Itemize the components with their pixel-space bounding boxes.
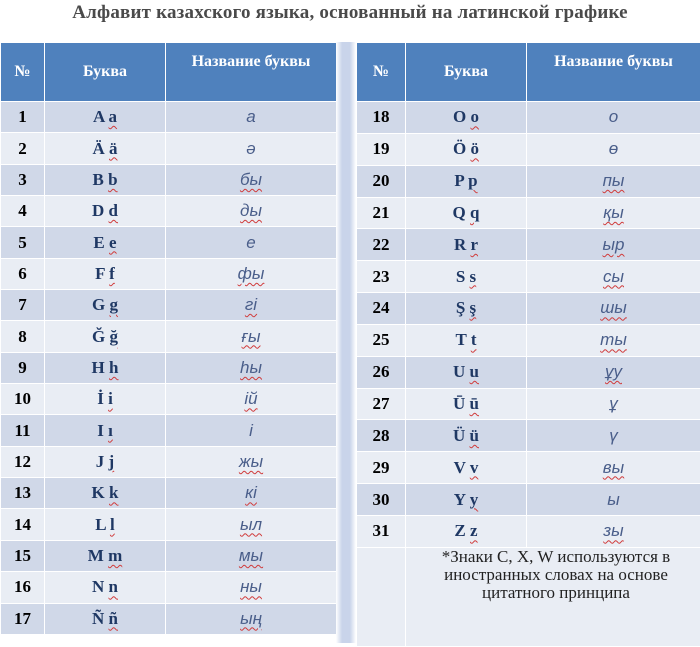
letter-cell (406, 484, 527, 516)
letter-name-cell (527, 261, 700, 293)
table-row (1, 415, 337, 446)
letter-name: а (246, 107, 255, 126)
letter-number: 9 (1, 352, 45, 383)
table-row (357, 229, 700, 261)
table-row (357, 484, 700, 516)
table-row (1, 540, 337, 571)
letter-name-cell (527, 133, 700, 165)
letter-cell (406, 293, 527, 325)
letter-name-cell (166, 603, 337, 634)
letter-name: ө (609, 139, 618, 158)
letter-number: 2 (1, 133, 45, 164)
letter-name-cell (166, 227, 337, 258)
letter-number: 23 (357, 261, 406, 293)
letter-name: е (246, 233, 255, 252)
lowercase-letter: ä (109, 139, 118, 158)
letter-name-cell (166, 321, 337, 352)
uppercase-letter: Ü (453, 426, 465, 445)
letter-name-cell (166, 102, 337, 133)
letter-number: 13 (1, 478, 45, 509)
letter-name-cell (166, 164, 337, 195)
uppercase-letter: R (454, 235, 466, 254)
page-title: Алфавит казахского языка, основанный на латинской графике (0, 0, 700, 38)
letter-cell (45, 321, 166, 352)
letter-number: 11 (1, 415, 45, 446)
letter-cell (45, 164, 166, 195)
uppercase-letter: D (92, 201, 104, 220)
letter-number: 5 (1, 227, 45, 258)
table-row (1, 603, 337, 634)
letter-name-cell (527, 293, 700, 325)
letter-name: ұ (609, 394, 618, 413)
letter-number: 12 (1, 446, 45, 477)
lowercase-letter: i (108, 389, 113, 408)
letter-cell (45, 352, 166, 383)
letter-number: 15 (1, 540, 45, 571)
lowercase-letter: s (470, 267, 477, 286)
table-row (357, 452, 700, 484)
letter-cell (406, 261, 527, 293)
letter-number: 19 (357, 133, 406, 165)
letter-number: 29 (357, 452, 406, 484)
letter-name: ғы (242, 327, 261, 346)
letter-name-cell (527, 165, 700, 197)
uppercase-letter: M (88, 546, 104, 565)
letter-name: сы (603, 267, 624, 286)
table-row (1, 258, 337, 289)
uppercase-letter: S (456, 267, 465, 286)
letter-name: һы (240, 358, 262, 377)
table-row (357, 102, 700, 134)
letter-number: 28 (357, 420, 406, 452)
uppercase-letter: B (92, 170, 103, 189)
uppercase-letter: Ū (453, 394, 465, 413)
uppercase-letter: Ä (92, 139, 104, 158)
lowercase-letter: d (109, 201, 118, 220)
letter-cell (45, 384, 166, 415)
table-row (1, 509, 337, 540)
letter-name-cell (166, 352, 337, 383)
lowercase-letter: e (109, 233, 117, 252)
table-row (357, 261, 700, 293)
letter-number: 30 (357, 484, 406, 516)
table-row (1, 164, 337, 195)
letter-cell (45, 227, 166, 258)
letter-number: 17 (1, 603, 45, 634)
uppercase-letter: F (95, 264, 105, 283)
letter-cell (406, 420, 527, 452)
table-row (357, 420, 700, 452)
table-row (357, 293, 700, 325)
table-row (357, 388, 700, 420)
right-table-body (357, 102, 700, 647)
letter-name-cell (166, 478, 337, 509)
letter-number: 1 (1, 102, 45, 133)
letter-name: бы (240, 170, 262, 189)
letter-cell (406, 165, 527, 197)
letter-name-cell (166, 258, 337, 289)
alphabet-table-left (0, 42, 337, 635)
uppercase-letter: P (454, 171, 463, 190)
letter-cell (45, 290, 166, 321)
lowercase-letter: p (468, 171, 477, 190)
letter-cell (45, 415, 166, 446)
letter-name: ыл (240, 515, 262, 534)
letter-number: 6 (1, 258, 45, 289)
table-row (1, 133, 337, 164)
letter-name-cell (527, 388, 700, 420)
letter-number: 24 (357, 293, 406, 325)
letter-cell (45, 572, 166, 603)
letter-cell (45, 133, 166, 164)
lowercase-letter: q (470, 203, 479, 222)
table-row (1, 478, 337, 509)
letter-name: і (249, 421, 253, 440)
lowercase-letter: r (470, 235, 478, 254)
letter-number: 3 (1, 164, 45, 195)
lowercase-letter: f (109, 264, 115, 283)
letter-number: 18 (357, 102, 406, 134)
letter-name-cell (166, 572, 337, 603)
lowercase-letter: h (109, 358, 118, 377)
lowercase-letter: o (470, 107, 479, 126)
lowercase-letter: ö (470, 139, 479, 158)
uppercase-letter: T (456, 330, 467, 349)
letter-name: ыр (603, 235, 625, 254)
letter-number: 26 (357, 356, 406, 388)
lowercase-letter: a (109, 107, 118, 126)
table-row (1, 446, 337, 477)
uppercase-letter: Q (453, 203, 466, 222)
letter-cell (45, 102, 166, 133)
alphabet-table-right (356, 42, 700, 647)
lowercase-letter: t (471, 330, 477, 349)
lowercase-letter: b (108, 170, 117, 189)
table-row (357, 165, 700, 197)
letter-cell (45, 446, 166, 477)
letter-name: мы (239, 546, 263, 565)
letter-number: 21 (357, 197, 406, 229)
letter-name: ың (240, 609, 262, 628)
lowercase-letter: g (109, 295, 118, 314)
letter-cell (406, 515, 527, 547)
column-divider (336, 42, 356, 643)
letter-number: 16 (1, 572, 45, 603)
letter-cell (406, 197, 527, 229)
uppercase-letter: L (95, 515, 105, 534)
header-number: № (1, 43, 45, 102)
letter-name: кі (245, 483, 257, 502)
letter-number: 10 (1, 384, 45, 415)
letter-number: 8 (1, 321, 45, 352)
letter-name: зы (603, 521, 623, 540)
uppercase-letter: Y (454, 490, 466, 509)
letter-name: ə (246, 139, 255, 158)
table-row (1, 196, 337, 227)
table-row (357, 515, 700, 547)
uppercase-letter: K (92, 483, 105, 502)
letter-cell (45, 478, 166, 509)
letter-number: 25 (357, 324, 406, 356)
lowercase-letter: m (108, 546, 122, 565)
letter-cell (406, 102, 527, 134)
uppercase-letter: İ (97, 389, 104, 408)
uppercase-letter: U (453, 362, 465, 381)
lowercase-letter: ü (470, 426, 479, 445)
uppercase-letter: E (93, 233, 104, 252)
uppercase-letter: A (93, 107, 104, 126)
letter-name-cell (527, 420, 700, 452)
letter-name-cell (166, 446, 337, 477)
uppercase-letter: Z (454, 521, 465, 540)
uppercase-letter: Ö (453, 139, 466, 158)
lowercase-letter: ū (470, 394, 479, 413)
table-header-row (1, 43, 337, 102)
lowercase-letter: ğ (109, 327, 118, 346)
lowercase-letter: y (470, 490, 479, 509)
letter-name-cell (166, 196, 337, 227)
letter-name-cell (166, 133, 337, 164)
header-number: № (357, 43, 406, 102)
letter-cell (45, 258, 166, 289)
table-row (1, 102, 337, 133)
letter-number: 4 (1, 196, 45, 227)
table-row (1, 384, 337, 415)
lowercase-letter: j (109, 452, 115, 471)
letter-cell (406, 324, 527, 356)
letter-name-cell (527, 484, 700, 516)
table-row (1, 290, 337, 321)
letter-name: фы (238, 264, 265, 283)
lowercase-letter: ñ (109, 609, 118, 628)
letter-name: шы (600, 298, 627, 317)
letter-name: ү (609, 426, 618, 445)
letter-name-cell (166, 384, 337, 415)
letter-name: қы (603, 203, 624, 222)
footnote-spacer (357, 547, 406, 646)
letter-number: 7 (1, 290, 45, 321)
letter-name-cell (527, 197, 700, 229)
letter-name: ды (240, 201, 262, 220)
letter-name-cell (527, 324, 700, 356)
lowercase-letter: u (470, 362, 479, 381)
letter-cell (406, 133, 527, 165)
table-row (1, 227, 337, 258)
uppercase-letter: I (97, 421, 104, 440)
letter-name: ты (600, 330, 627, 349)
letter-number: 22 (357, 229, 406, 261)
letter-cell (45, 509, 166, 540)
lowercase-letter: n (109, 577, 118, 596)
uppercase-letter: J (96, 452, 105, 471)
letter-cell (406, 356, 527, 388)
letter-name: гі (245, 295, 257, 314)
uppercase-letter: V (454, 458, 466, 477)
uppercase-letter: Ş (456, 298, 465, 317)
letter-number: 14 (1, 509, 45, 540)
uppercase-letter: Ñ (92, 609, 104, 628)
letter-name-cell (166, 415, 337, 446)
header-letter: Буква (45, 43, 166, 102)
letter-cell (45, 196, 166, 227)
uppercase-letter: N (92, 577, 104, 596)
lowercase-letter: k (109, 483, 118, 502)
letter-name-cell (527, 515, 700, 547)
left-table-body (1, 102, 337, 635)
lowercase-letter: ş (470, 298, 477, 317)
uppercase-letter: G (92, 295, 105, 314)
letter-cell (406, 229, 527, 261)
letter-cell (45, 603, 166, 634)
letter-cell (45, 540, 166, 571)
letter-name-cell (527, 229, 700, 261)
letter-name: ій (244, 389, 257, 408)
letter-name: ны (240, 577, 262, 596)
letter-number: 20 (357, 165, 406, 197)
letter-name: жы (239, 452, 263, 471)
lowercase-letter: l (110, 515, 115, 534)
letter-name-cell (527, 452, 700, 484)
table-row (1, 352, 337, 383)
footnote-text: *Знаки C, X, W используются в иностранных словах на основе цитатного принципа (406, 547, 700, 646)
lowercase-letter: z (470, 521, 478, 540)
uppercase-letter: H (92, 358, 105, 377)
letter-number: 27 (357, 388, 406, 420)
letter-name-cell (166, 540, 337, 571)
letter-name-cell (166, 290, 337, 321)
letter-name: пы (603, 171, 625, 190)
letter-name: вы (603, 458, 624, 477)
table-row (357, 356, 700, 388)
uppercase-letter: Ğ (92, 327, 105, 346)
table-header-row (357, 43, 700, 102)
letter-cell (406, 388, 527, 420)
footnote-row (357, 547, 700, 646)
letter-name: о (609, 107, 618, 126)
header-letter: Буква (406, 43, 527, 102)
table-row (357, 197, 700, 229)
letter-name-cell (527, 356, 700, 388)
table-row (357, 324, 700, 356)
table-row (1, 572, 337, 603)
letter-name-cell (527, 102, 700, 134)
lowercase-letter: ı (108, 421, 113, 440)
table-row (357, 133, 700, 165)
header-letter-name: Название буквы (527, 43, 700, 102)
letter-cell (406, 452, 527, 484)
header-letter-name: Название буквы (166, 43, 337, 102)
uppercase-letter: O (453, 107, 466, 126)
table-row (1, 321, 337, 352)
letter-name: ұу (605, 362, 622, 381)
letter-name-cell (166, 509, 337, 540)
letter-name: ы (607, 490, 620, 509)
letter-number: 31 (357, 515, 406, 547)
lowercase-letter: v (470, 458, 479, 477)
